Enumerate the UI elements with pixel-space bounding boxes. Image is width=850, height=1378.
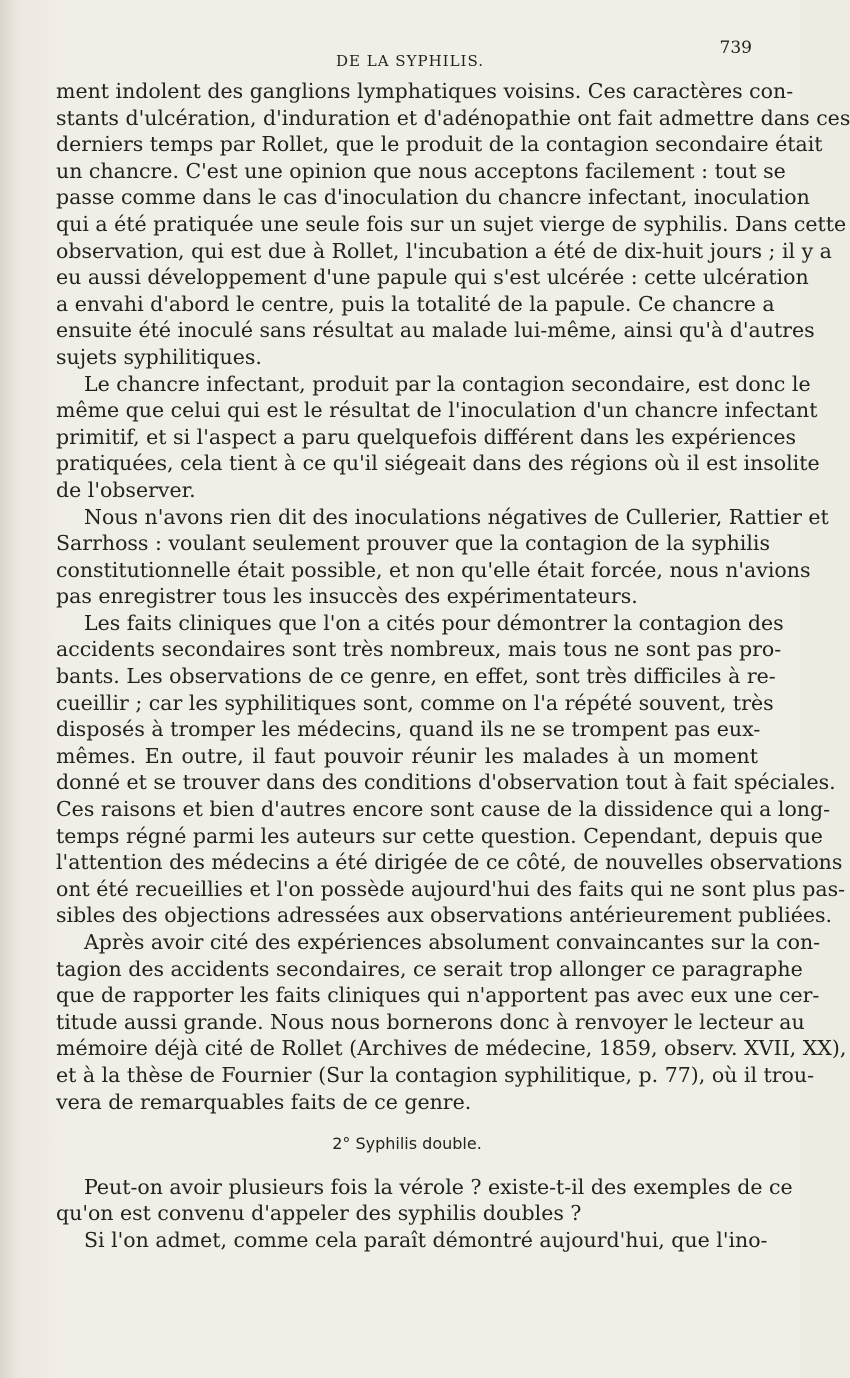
text-line: sibles des objections adressées aux observations antérieurement publiées. <box>56 903 833 928</box>
page-number: 739 <box>719 38 752 58</box>
text-line: temps régné parmi les auteurs sur cette question. Cependant, depuis que <box>56 823 823 848</box>
text-line: pas enregistrer tous les insuccès des expérimentateurs. <box>56 584 638 609</box>
text-line: Le chancre infectant, produit par la contagion secondaire, est donc le <box>84 371 811 396</box>
text-line: et à la thèse de Fournier (Sur la contagion syphilitique, p. 77), où il trou- <box>56 1062 815 1087</box>
text-line: mémoire déjà cité de Rollet (Archives de médecine, 1859, observ. XVII, XX), <box>56 1036 847 1061</box>
text-line: eu aussi développement d'une papule qui s'est ulcérée : cette ulcération <box>56 265 809 290</box>
text-line: accidents secondaires sont très nombreux, mais tous ne sont pas pro- <box>56 637 782 662</box>
text-line: a envahi d'abord le centre, puis la totalité de la papule. Ce chancre a <box>56 291 775 316</box>
text-line: qu'on est convenu d'appeler des syphilis doubles ? <box>56 1201 582 1226</box>
text-line: Les faits cliniques que l'on a cités pour démontrer la contagion des <box>84 610 784 635</box>
text-line: même que celui qui est le résultat de l'inoculation d'un chancre infectant <box>56 398 818 423</box>
text-line: passe comme dans le cas d'inoculation du chancre infectant, inoculation <box>56 185 810 210</box>
text-line: titude aussi grande. Nous nous bornerons donc à renvoyer le lecteur au <box>56 1009 805 1034</box>
section-heading: 2° Syphilis double. <box>332 1134 482 1154</box>
text-line: qui a été pratiquée une seule fois sur un sujet vierge de syphilis. Dans cette <box>56 211 847 236</box>
text-line: ensuite été inoculé sans résultat au malade lui-même, ainsi qu'à d'autres <box>56 318 815 343</box>
running-head <box>60 40 760 70</box>
text-line: constitutionnelle était possible, et non qu'elle était forcée, nous n'avions <box>56 557 811 582</box>
text-line: disposés à tromper les médecins, quand ils ne se trompent pas eux- <box>56 717 761 742</box>
text-line: bants. Les observations de ce genre, en effet, sont très difficiles à re- <box>56 664 776 689</box>
text-line: Ces raisons et bien d'autres encore sont cause de la dissidence qui a long- <box>56 797 831 822</box>
text-line: Nous n'avons rien dit des inoculations négatives de Cullerier, Rattier et <box>84 504 829 529</box>
text-line: sujets syphilitiques. <box>56 344 262 369</box>
body-text <box>56 78 850 1254</box>
text-line: tagion des accidents secondaires, ce serait trop allonger ce paragraphe <box>56 956 803 981</box>
text-line: de l'observer. <box>56 477 196 502</box>
running-title: DE LA SYPHILIS. <box>336 52 484 70</box>
text-line: primitif, et si l'aspect a paru quelquefois différent dans les expériences <box>56 424 797 449</box>
text-line: vera de remarquables faits de ce genre. <box>56 1089 472 1114</box>
text-line: Peut-on avoir plusieurs fois la vérole ? existe-t-il des exemples de ce <box>84 1174 793 1199</box>
text-line: ment indolent des ganglions lymphatiques voisins. Ces caractères con- <box>56 79 794 103</box>
text-line: Sarrhoss : voulant seulement prouver que la contagion de la syphilis <box>56 531 770 556</box>
text-line: pratiquées, cela tient à ce qu'il siégeait dans des régions où il est insolite <box>56 451 820 476</box>
section-gap <box>56 1115 758 1131</box>
text-line: un chancre. C'est une opinion que nous acceptons facilement : tout se <box>56 158 786 183</box>
text-line: observation, qui est due à Rollet, l'incubation a été de dix-huit jours ; il y a <box>56 238 832 263</box>
text-line: Si l'on admet, comme cela paraît démontré aujourd'hui, que l'ino- <box>84 1227 768 1252</box>
text-line: donné et se trouver dans des conditions d'observation tout à fait spéciales. <box>56 770 836 795</box>
text-line: que de rapporter les faits cliniques qui n'apportent pas avec eux une cer- <box>56 983 820 1008</box>
text-line: l'attention des médecins a été dirigée de ce côté, de nouvelles observations <box>56 850 843 875</box>
text-line: Après avoir cité des expériences absolument convaincantes sur la con- <box>84 930 821 954</box>
section-gap <box>56 1158 758 1174</box>
text-line: ont été recueillies et l'on possède aujourd'hui des faits qui ne sont plus pas- <box>56 876 846 901</box>
text-line: derniers temps par Rollet, que le produit de la contagion secondaire était <box>56 132 823 157</box>
text-line: mêmes. En outre, il faut pouvoir réunir les malades à un moment <box>56 743 758 768</box>
text-line: stants d'ulcération, d'induration et d'adénopathie ont fait admettre dans ces <box>56 105 850 130</box>
text-line: cueillir ; car les syphilitiques sont, comme on l'a répété souvent, très <box>56 690 774 715</box>
